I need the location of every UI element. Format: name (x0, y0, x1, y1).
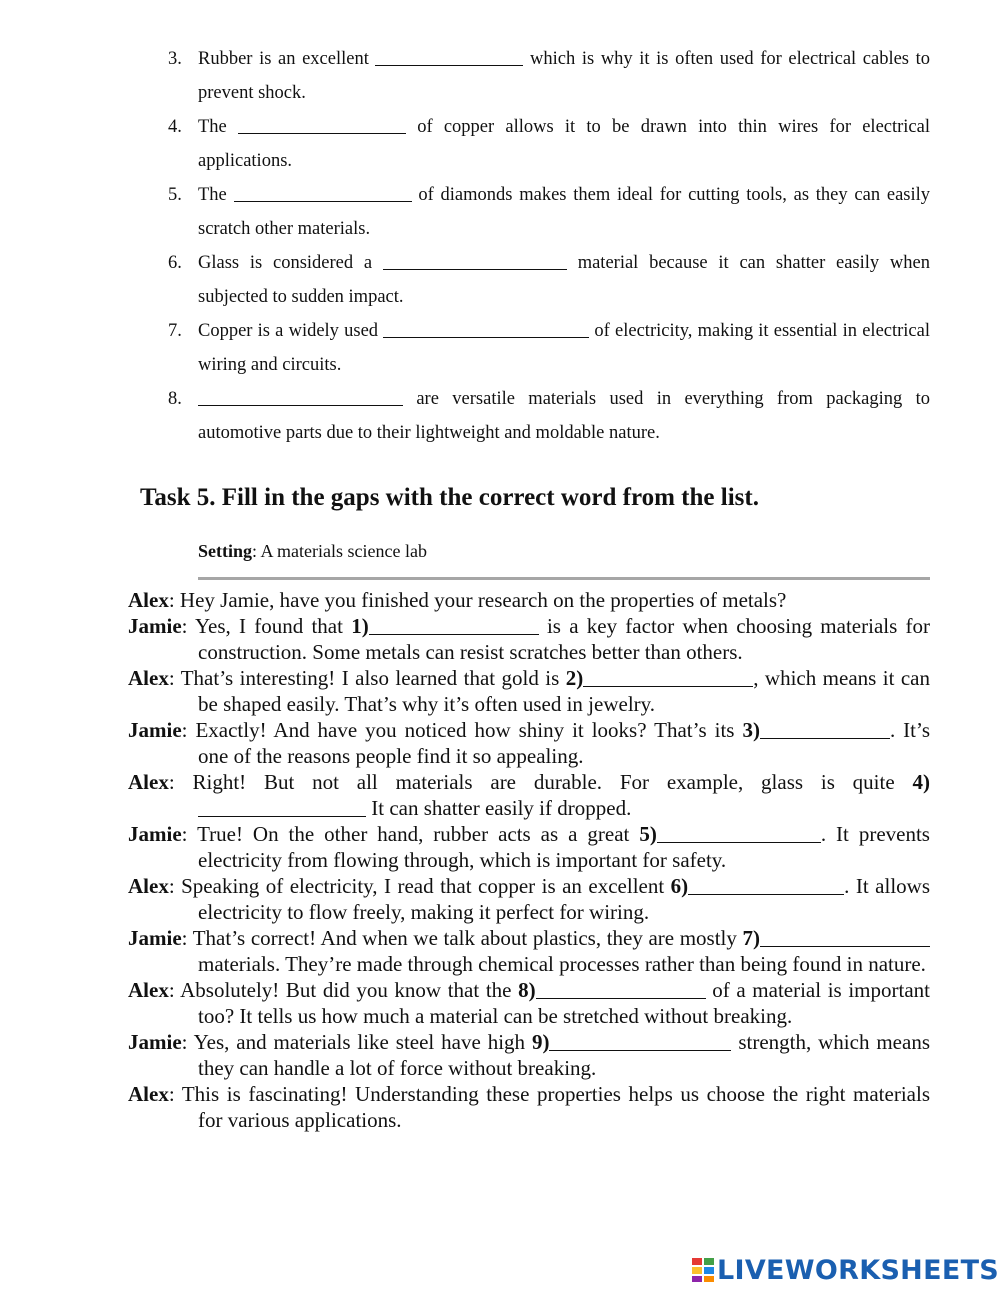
question-list (168, 42, 930, 450)
answer-blank[interactable] (198, 385, 403, 406)
answer-blank[interactable] (383, 249, 567, 270)
dialogue-line: Alex: Speaking of electricity, I read that copper is an excellent 6) . It allows electricity to flow freely, making it perfect for wiring. (128, 874, 930, 924)
dialogue-line: Jamie: Yes, I found that 1) is a key factor when choosing materials for construction. Some metals can resist scratches better than others. (128, 614, 930, 664)
dialogue (128, 587, 930, 1133)
gap-blank[interactable] (657, 822, 821, 843)
gap-blank[interactable] (536, 978, 706, 999)
question-item: 7. Copper is a widely used of electricity, making it essential in electrical wiring and circuits. (168, 314, 930, 382)
setting-line: Setting: A materials science lab (198, 541, 427, 561)
liveworksheets-logo[interactable]: LIVEWORKSHEETS (692, 1255, 999, 1285)
divider (198, 577, 930, 580)
question-item: 5. The of diamonds makes them ideal for cutting tools, as they can easily scratch other materials. (168, 178, 930, 246)
question-item: 4. The of copper allows it to be drawn into thin wires for electrical applications. (168, 110, 930, 178)
liveworksheets-logo-icon (692, 1258, 714, 1282)
answer-blank[interactable] (383, 317, 589, 338)
dialogue-line: Jamie: Yes, and materials like steel have high 9) strength, which means they can handle a lot of force without breaking. (128, 1030, 931, 1080)
answer-blank[interactable] (238, 113, 406, 134)
dialogue-line: Jamie: That’s correct! And when we talk about plastics, they are mostly 7) materials. They’re made through chemical processes rather than being found in nature. (128, 925, 930, 977)
dialogue-line: Alex: Absolutely! But did you know that the 8) of a material is important too? It tells us how much a material can be stretched without breaking. (128, 978, 930, 1028)
dialogue-line: Alex: That’s interesting! I also learned that gold is 2) , which means it can be shaped easily. That’s why it’s often used in jewelry. (128, 666, 931, 716)
gap-blank[interactable] (549, 1030, 731, 1051)
dialogue-line: Jamie: Exactly! And have you noticed how shiny it looks? That’s its 3) . It’s one of the reasons people find it so appealing. (128, 718, 930, 768)
gap-blank[interactable] (760, 718, 890, 739)
question-item: 3. Rubber is an excellent which is why it is often used for electrical cables to prevent shock. (168, 42, 930, 110)
dialogue-line: Alex: Right! But not all materials are durable. For example, glass is quite 4) It can shatter easily if dropped. (128, 770, 930, 820)
dialogue-line: Alex: Hey Jamie, have you finished your research on the properties of metals? (128, 588, 787, 612)
dialogue-line: Alex: This is fascinating! Understanding these properties helps us choose the right materials for various applications. (128, 1082, 930, 1132)
gap-blank[interactable] (688, 874, 844, 895)
dialogue-line: Jamie: True! On the other hand, rubber acts as a great 5) . It prevents electricity from flowing through, which is important for safety. (128, 822, 930, 872)
gap-blank[interactable] (198, 796, 366, 817)
gap-blank[interactable] (583, 666, 753, 687)
question-item: 6. Glass is considered a material because it can shatter easily when subjected to sudden impact. (168, 246, 930, 314)
answer-blank[interactable] (375, 45, 523, 66)
question-item: 8. are versatile materials used in everything from packaging to automotive parts due to their lightweight and moldable nature. (168, 382, 930, 450)
answer-blank[interactable] (234, 181, 412, 202)
gap-blank[interactable] (369, 614, 539, 635)
task-heading: Task 5. Fill in the gaps with the correct word from the list. (140, 484, 759, 511)
gap-blank[interactable] (760, 926, 930, 947)
